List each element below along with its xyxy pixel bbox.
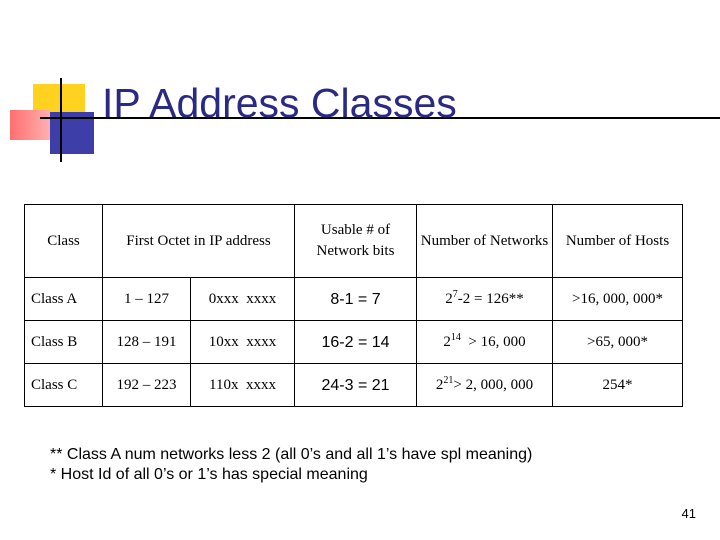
page-number: 41	[681, 506, 696, 521]
power-base: 2	[445, 290, 453, 307]
num-hosts-cell: 254*	[553, 364, 683, 407]
num-networks-cell	[417, 321, 553, 364]
octet-range-cell: 1 – 127	[103, 278, 191, 321]
header-first-octet: First Octet in IP address	[103, 205, 295, 278]
header-num-networks: Number of Networks	[417, 205, 553, 278]
network-bits-cell: 8-1 = 7	[295, 278, 417, 321]
octet-bits-cell: 0xxx xxxx	[191, 278, 295, 321]
networks-remainder: > 16, 000	[460, 333, 526, 350]
networks-remainder: -2 = 126**	[457, 290, 524, 307]
networks-remainder: > 2, 000, 000	[453, 376, 534, 393]
num-hosts-cell: >65, 000*	[553, 321, 683, 364]
footnote-class-a: ** Class A num networks less 2 (all 0’s and all 1’s have spl meaning)	[50, 446, 533, 463]
num-hosts-cell: >16, 000, 000*	[553, 278, 683, 321]
table-row	[25, 321, 683, 364]
network-bits-cell: 24-3 = 21	[295, 364, 417, 407]
header-num-hosts: Number of Hosts	[553, 205, 683, 278]
header-class: Class	[25, 205, 103, 278]
octet-range-cell: 128 – 191	[103, 321, 191, 364]
num-networks-cell	[417, 278, 553, 321]
power-exponent: 14	[450, 331, 461, 343]
power-base: 2	[435, 376, 444, 393]
ip-classes-table	[24, 204, 683, 407]
slide-title: IP Address Classes	[102, 80, 457, 126]
network-bits-cell: 16-2 = 14	[295, 321, 417, 364]
decorative-red-bar	[10, 110, 50, 140]
octet-bits-cell: 110x xxxx	[191, 364, 295, 407]
class-name-cell: Class A	[25, 278, 103, 321]
num-networks-cell	[417, 364, 553, 407]
table-row	[25, 278, 683, 321]
table-row	[25, 364, 683, 407]
power-exponent: 21	[443, 374, 454, 386]
octet-range-cell: 192 – 223	[103, 364, 191, 407]
header-network-bits: Usable # of Network bits	[295, 205, 417, 278]
table-header-row	[25, 205, 683, 278]
class-name-cell: Class C	[25, 364, 103, 407]
power-base: 2	[443, 333, 451, 350]
footnote-host-id: * Host Id of all 0’s or 1’s has special meaning	[50, 466, 368, 483]
class-name-cell: Class B	[25, 321, 103, 364]
power-exponent: 7	[452, 288, 458, 300]
octet-bits-cell: 10xx xxxx	[191, 321, 295, 364]
decorative-vertical-line	[60, 78, 62, 162]
